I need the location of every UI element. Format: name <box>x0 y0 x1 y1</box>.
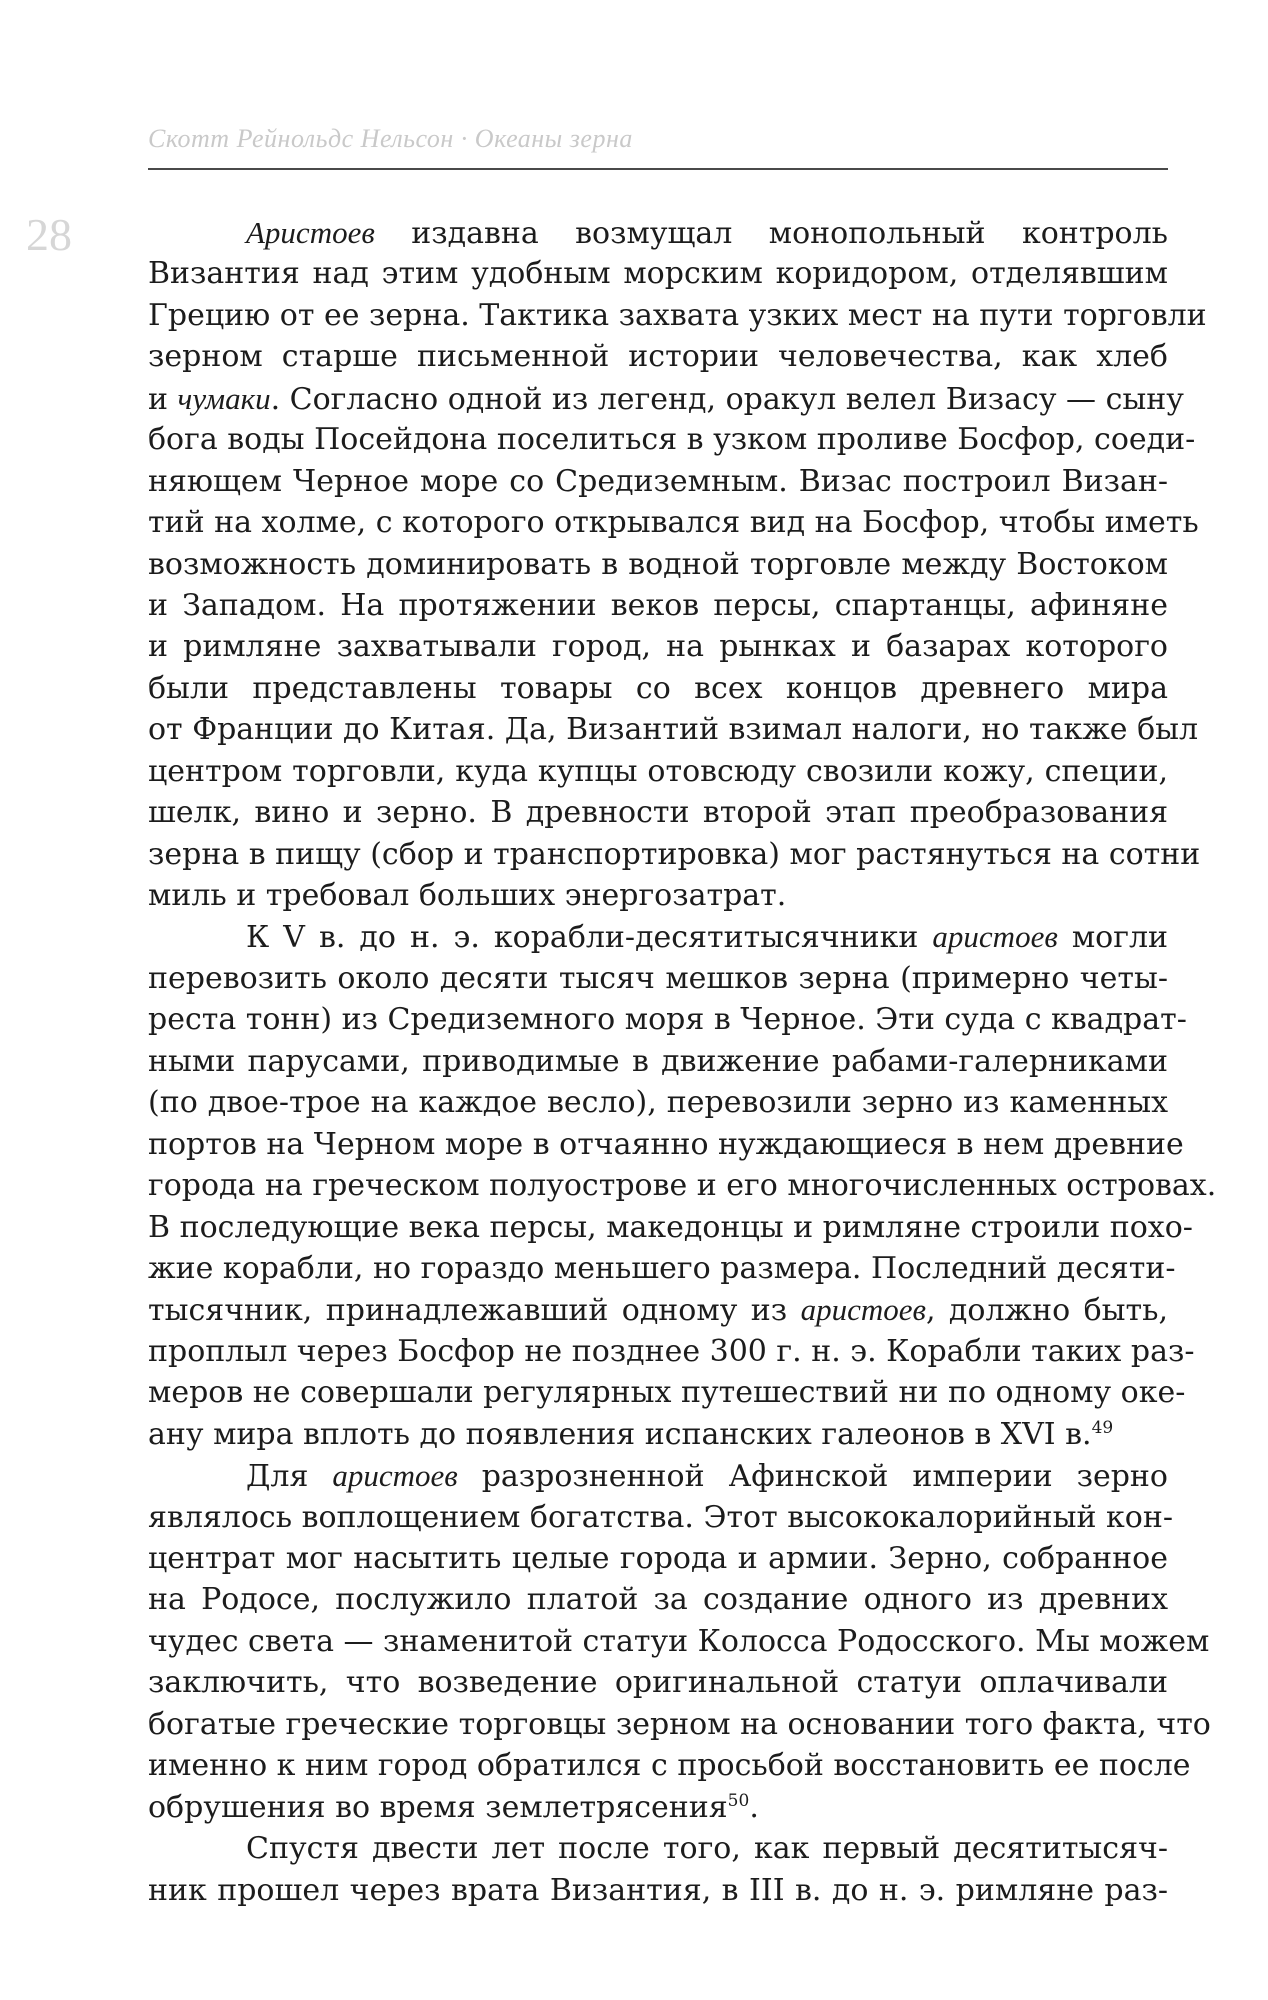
text-line <box>148 502 1199 543</box>
text-line <box>148 1248 1176 1289</box>
text-run: и римляне захватывали город, на рынках и базарах которого <box>148 629 1168 665</box>
italic-term: аристоев <box>932 919 1058 955</box>
text-line <box>148 834 1201 875</box>
text-run: и <box>148 381 178 417</box>
text-run: города на греческом полуострове и его многочисленных островах. <box>148 1168 1217 1204</box>
text-run: перевозить около десяти тысяч мешков зерна (примерно четы- <box>148 960 1168 996</box>
text-run: шелк, вино и зерно. В древности второй этап преобразования <box>148 795 1168 831</box>
italic-term: чумаки <box>177 380 271 416</box>
footnote-ref: 50 <box>727 1790 750 1811</box>
italic-term: аристоев <box>800 1292 926 1328</box>
text-line <box>148 1579 1168 1620</box>
text-run: ник прошел через врата Византия, в III в. до н. э. римляне раз- <box>148 1872 1168 1908</box>
text-line <box>148 958 1168 999</box>
text-line <box>148 1041 1168 1082</box>
text-line <box>148 1414 1168 1455</box>
text-run: издавна возмущал монопольный контроль <box>374 216 1168 251</box>
text-line <box>148 378 1184 419</box>
text-line <box>148 544 1168 585</box>
text-line <box>148 212 1168 253</box>
text-line <box>148 461 1168 502</box>
text-run: ными парусами, приводимые в движение рабами-галерниками <box>148 1043 1168 1079</box>
text-run: меров не совершали регулярных путешествий ни по одному оке- <box>148 1375 1186 1411</box>
text-line <box>148 295 1207 336</box>
text-line <box>148 792 1168 833</box>
text-run: Для <box>246 1459 333 1495</box>
text-line <box>148 1372 1186 1413</box>
text-run: зерна в пищу (сбор и транспортировка) мог растянуться на сотни <box>148 836 1201 872</box>
page-number: 28 <box>26 209 72 260</box>
text-run: обрушения во время землетрясения <box>148 1789 728 1825</box>
text-run: реста тонн) из Средиземного моря в Черное. Эти суда с квадрат- <box>148 1002 1187 1038</box>
text-run: были представлены товары со всех концов древнего мира <box>148 670 1168 706</box>
text-run: центрат мог насытить целые города и армии. Зерно, собранное <box>148 1541 1168 1576</box>
text-run: разрозненной Афинской империи зерно <box>457 1459 1168 1495</box>
text-run: . <box>749 1789 759 1825</box>
text-line <box>148 1870 1168 1911</box>
text-run: именно к ним город обратился с просьбой восстановить ее после <box>148 1748 1191 1784</box>
text-run: К V в. до н. э. корабли-десятитысячники <box>246 920 933 956</box>
text-line <box>148 1828 1168 1869</box>
text-run: (по двое-трое на каждое весло), перевозили зерно из каменных <box>148 1085 1168 1121</box>
text-line <box>148 1662 1168 1703</box>
body-text <box>148 212 1217 1911</box>
text-line <box>148 875 1168 916</box>
text-run: богатые греческие торговцы зерном на основании того факта, что <box>148 1706 1211 1742</box>
text-line <box>148 419 1196 460</box>
text-run: тысячник, принадлежавший одному из <box>148 1293 801 1329</box>
text-run: , должно быть, <box>925 1293 1168 1329</box>
text-line <box>148 668 1168 709</box>
text-line <box>148 1704 1211 1745</box>
text-run: Византия над этим удобным морским коридором, отделявшим <box>148 256 1168 292</box>
text-line <box>148 1621 1210 1662</box>
text-run: бога воды Посейдона поселиться в узком проливе Босфор, соеди- <box>148 422 1196 458</box>
text-run: няющем Черное море со Средиземным. Визас построил Визан- <box>148 463 1168 499</box>
italic-term: аристоев <box>332 1458 458 1494</box>
text-line <box>148 1082 1168 1123</box>
text-line <box>148 1538 1168 1579</box>
text-run: жие корабли, но гораздо меньшего размера. Последний десяти- <box>148 1250 1176 1286</box>
text-line <box>148 999 1187 1040</box>
text-line <box>148 1455 1168 1496</box>
text-line <box>148 1497 1173 1538</box>
header-rule <box>148 168 1168 170</box>
text-run: Спустя двести лет после того, как первый десятитысяч- <box>246 1831 1168 1867</box>
text-run: могли <box>1057 920 1168 956</box>
text-line <box>148 336 1168 377</box>
text-run: от Франции до Китая. Да, Византий взимал налоги, но также был <box>148 712 1199 748</box>
italic-term: Аристоев <box>246 215 375 250</box>
text-run: возможность доминировать в водной торговле между Востоком <box>148 546 1168 582</box>
text-line <box>148 253 1168 294</box>
text-run: являлось воплощением богатства. Этот высококалорийный кон- <box>148 1499 1173 1535</box>
text-run: миль и требовал больших энергозатрат. <box>148 878 787 913</box>
text-line <box>148 1787 1168 1828</box>
text-run: зерном старше письменной истории человечества, как хлеб <box>148 339 1168 375</box>
text-line <box>148 1289 1168 1330</box>
text-run: ану мира вплоть до появления испанских галеонов в XVI в. <box>148 1416 1092 1452</box>
text-run: проплыл через Босфор не позднее 300 г. н. э. Корабли таких раз- <box>148 1333 1195 1369</box>
text-run: портов на Черном море в отчаянно нуждающиеся в нем древние <box>148 1126 1184 1162</box>
footnote-ref: 49 <box>1091 1417 1114 1438</box>
text-line <box>148 1745 1191 1786</box>
text-run: . Согласно одной из легенд, оракул велел Визасу — сыну <box>270 381 1184 417</box>
text-line <box>148 626 1168 667</box>
text-line <box>148 1165 1217 1206</box>
running-header: Скотт Рейнольдс Нельсон · Океаны зерна <box>148 124 633 153</box>
text-line <box>148 1331 1195 1372</box>
text-run: заключить, что возведение оригинальной статуи оплачивали <box>148 1665 1168 1701</box>
text-line <box>148 1207 1193 1248</box>
text-run: центром торговли, куда купцы отовсюду свозили кожу, специи, <box>148 753 1168 789</box>
text-line <box>148 585 1168 626</box>
text-run: и Западом. На протяжении веков персы, спартанцы, афиняне <box>148 587 1168 623</box>
text-line <box>148 709 1199 750</box>
text-run: чудес света — знаменитой статуи Колосса Родосского. Мы можем <box>148 1623 1210 1659</box>
text-run: Грецию от ее зерна. Тактика захвата узких мест на пути торговли <box>148 297 1207 333</box>
text-line <box>148 751 1168 792</box>
text-run: на Родосе, послужило платой за создание одного из древних <box>148 1582 1168 1618</box>
text-line <box>148 1124 1184 1165</box>
text-line <box>148 916 1168 957</box>
text-run: тий на холме, с которого открывался вид на Босфор, чтобы иметь <box>148 505 1199 541</box>
text-run: В последующие века персы, македонцы и римляне строили похо- <box>148 1209 1193 1245</box>
